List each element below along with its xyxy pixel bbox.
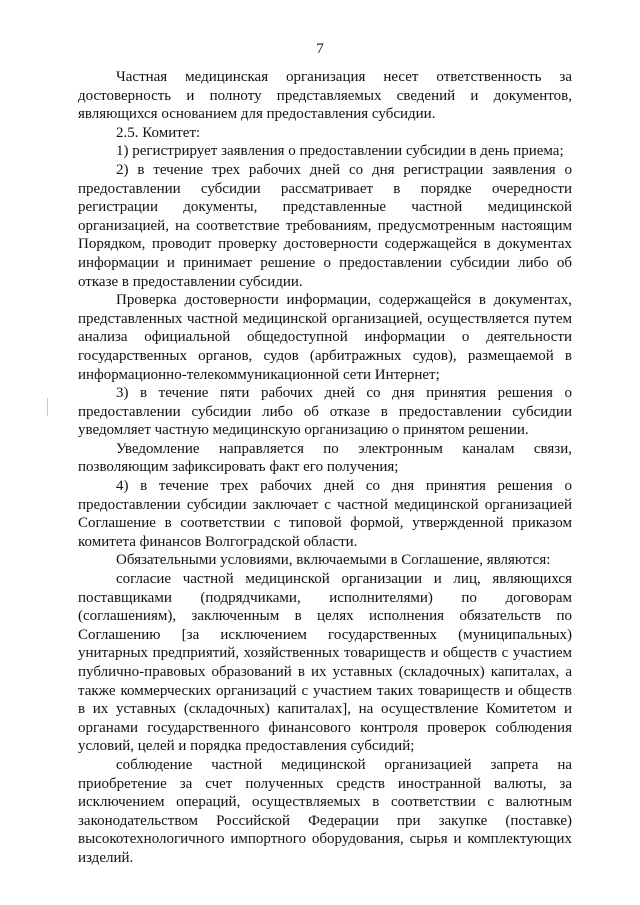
paragraph-responsibility: Частная медицинская организация несет ответственность за достоверность и полноту представляемых сведений и документов, являющихся основанием для предоставления субсидии. <box>78 69 572 123</box>
paragraph-section-2-5: 2.5. Комитет: <box>116 124 201 141</box>
paragraph-item-1: 1) регистрирует заявления о предоставлении субсидии в день приема; <box>116 143 564 160</box>
paragraph-consent: согласие частной медицинской организации и лиц, являющихся поставщиками (подрядчиками, исполнителями) по договорам (соглашениям), заключенным в целях исполнения обязательств по Соглашению [за исключением государственных (муниципальных) унитарных предприятий, хозяйственных товариществ и обществ с участием публично-правовых образований в их уставных (складочных) капиталах, а также коммерческих организаций с участием таких товариществ и обществ в их уставных (складочных) капиталах], на осуществление Комитетом и органами государственного финансового контроля проверок соблюдения условий, целей и порядка предоставления субсидий; <box>78 571 572 755</box>
paragraph-item-3: 3) в течение пяти рабочих дней со дня принятия решения о предоставлении субсидии либо об отказе в предоставлении субсидии уведомляет частную медицинскую организацию о принятом решении. <box>78 385 572 439</box>
paragraph-item-2: 2) в течение трех рабочих дней со дня регистрации заявления о предоставлении субсидии рассматривает в порядке очередности регистрации документы, представленные частной медицинской организацией, на соответствие требованиям, предусмотренным настоящим Порядком, проводит проверку достоверности содержащейся в документах информации и принимает решение о предоставлении субсидии либо об отказе в предоставлении субсидии. <box>78 161 572 290</box>
paragraph-item-4: 4) в течение трех рабочих дней со дня принятия решения о предоставлении субсидии заключает с частной медицинской организацией Соглашение в соответствии с типовой формой, утвержденной приказом комитета финансов Волгоградской области. <box>78 478 572 550</box>
document-body <box>78 68 572 868</box>
page-number: 7 <box>316 41 324 57</box>
paragraph-notification: Уведомление направляется по электронным каналам связи, позволяющим зафиксировать факт его получения; <box>78 440 572 476</box>
paragraph-mandatory-conditions: Обязательными условиями, включаемыми в Соглашение, являются: <box>116 552 551 569</box>
paragraph-verification: Проверка достоверности информации, содержащейся в документах, представленных частной медицинской организацией, осуществляется путем анализа официальной общедоступной информации о деятельности государственных органов, судов (арбитражных судов), размещаемой в информационно-телекоммуникационной сети Интернет; <box>78 292 572 383</box>
paragraph-currency-ban: соблюдение частной медицинской организацией запрета на приобретение за счет полученных средств иностранной валюты, за исключением операций, осуществляемых в соответствии с валютным законодательством Российской Федерации при закупке (поставке) высокотехнологичного импортного оборудования, сырья и комплектующих изделий. <box>78 756 572 866</box>
margin-mark <box>47 398 48 416</box>
